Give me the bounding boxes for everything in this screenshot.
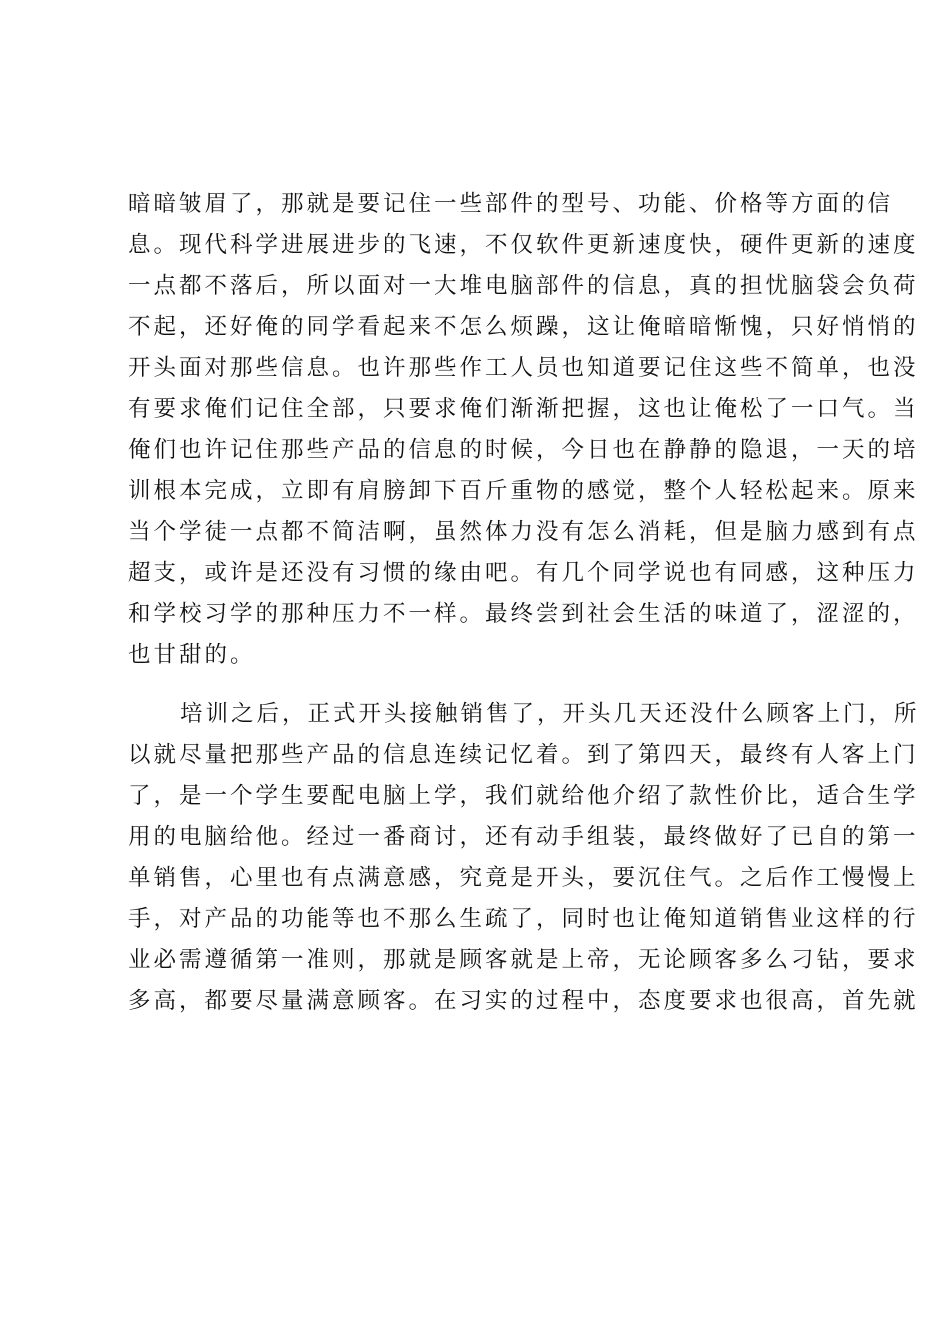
text-line: 开头面对那些信息。也许那些作工人员也知道要记住这些不简单，也没 [128, 355, 919, 381]
text-line: 也甘甜的。 [128, 642, 256, 668]
text-line: 手，对产品的功能等也不那么生疏了，同时也让俺知道销售业这样的行 [128, 906, 919, 932]
text-line: 多高，都要尽量满意顾客。在习实的过程中，态度要求也很高，首先就 [128, 988, 919, 1014]
paragraph-2 [128, 694, 920, 1022]
text-line: 单销售，心里也有点满意感，究竟是开头，要沉住气。之后作工慢慢上 [128, 865, 919, 891]
text-line: 了，是一个学生要配电脑上学，我们就给他介绍了款性价比，适合生学 [128, 783, 919, 809]
text-line: 和学校习学的那种压力不一样。最终尝到社会生活的味道了，涩涩的， [128, 601, 919, 627]
text-line: 用的电脑给他。经过一番商讨，还有动手组装，最终做好了已自的第一 [128, 824, 919, 850]
text-line: 业必需遵循第一准则，那就是顾客就是上帝，无论顾客多么刁钻，要求 [128, 947, 919, 973]
paragraph-1 [128, 184, 919, 676]
text-line: 暗暗皱眉了，那就是要记住一些部件的型号、功能、价格等方面的信 [128, 191, 894, 217]
paragraph-gap [128, 676, 838, 694]
text-line: 息。现代科学进展进步的飞速，不仅软件更新速度快，硬件更新的速度 [128, 232, 919, 258]
text-line: 俺们也许记住那些产品的信息的时候，今日也在静静的隐退，一天的培 [128, 437, 919, 463]
text-line: 训根本完成，立即有肩膀卸下百斤重物的感觉，整个人轻松起来。原来 [128, 478, 919, 504]
text-line: 当个学徒一点都不简洁啊，虽然体力没有怎么消耗，但是脑力感到有点 [128, 519, 919, 545]
text-line: 超支，或许是还没有习惯的缘由吧。有几个同学说也有同感，这种压力 [128, 560, 919, 586]
text-line: 不起，还好俺的同学看起来不怎么烦躁，这让俺暗暗惭愧，只好悄悄的 [128, 314, 919, 340]
text-line: 一点都不落后，所以面对一大堆电脑部件的信息，真的担忧脑袋会负荷 [128, 273, 919, 299]
text-line: 以就尽量把那些产品的信息连续记忆着。到了第四天，最终有人客上门 [128, 742, 919, 768]
document-body [128, 184, 920, 1022]
text-line: 培训之后，正式开头接触销售了，开头几天还没什么顾客上门，所 [180, 701, 920, 727]
text-line: 有要求俺们记住全部，只要求俺们渐渐把握，这也让俺松了一口气。当 [128, 396, 919, 422]
